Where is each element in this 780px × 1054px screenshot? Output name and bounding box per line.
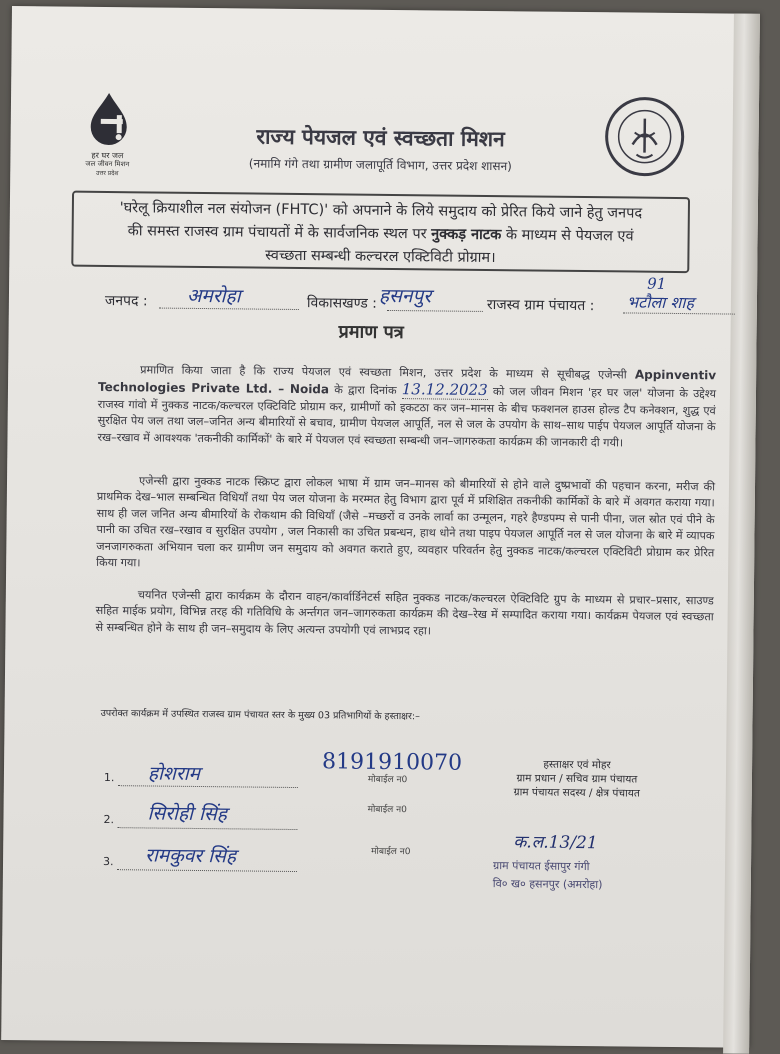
witness-mobile: 8191910070 <box>321 749 463 776</box>
vikaskhand-value: हसनपुर <box>378 284 432 308</box>
mobile-label: मोबाईल न0 <box>371 846 411 858</box>
paragraph-1 <box>97 361 716 452</box>
witness-dotted-line <box>117 827 297 830</box>
vikaskhand-label: विकासखण्ड : <box>306 295 378 312</box>
witness-number: 3. <box>102 855 114 869</box>
witness-name: रामकुवर सिंह <box>144 844 237 868</box>
p3-text: चयनित एजेन्सी द्वारा कार्यक्रम के दौरान वाहन/कार्वार्डिनेटर्स सहित नुक्कड नाटक/कल्चरल ऐक्टिविटि ग्रुप के माध्यम से प्रचार–प्रसार, साउण्ड सहित माईक प्रयोग, विभिन्न तरह की गतिविधि के अर्न्तगत जन–जागरुकता कार्यक्रम की देख–रेख में सम्पादित कराया गया। कार्यक्रम पेयजल एवं स्वच्छता से सम्बन्धित होने के साथ ही जन–समुदाय के लिए अत्यन्त उपयोगी एवं लाभप्रद रहा। <box>95 588 714 638</box>
topic-line-2b: के माध्यम से पेयजल एवं <box>501 227 634 245</box>
date-label: के द्वारा दिनांक <box>334 383 397 398</box>
p1-rest: को जल जीवन मिशन 'हर घर जल' योजना के उद्देश्य राजस्व गांवो में नुक्कड नाटक/कल्चरल एक्टिविटि प्रोग्राम कर, ग्रामीणों को इकटठा कर जन–मानस के बीच फक्शनल हाउस होल्ड टैप कनेक्शन, शुद्ध एवं सुरक्षित पेय जल तथा जल–जनित अन्य बीमारियों से बचाव, ग्रामीण पेयजल आपूर्ति, नल से जल के उपयोग के साथ–साथ पाईप पेयजल आपूर्ति योजना के रख–रखाव में आवश्यक 'तकनीकी कार्मिकों' के बारे में पेयजल एवं स्वच्छता सम्बन्धी जन–जागरुकता कार्यक्रम की जानकारी दी गयी। <box>97 385 717 450</box>
program-topic-box <box>71 191 690 273</box>
document-page <box>1 6 760 1048</box>
mobile-label: मोबाईल न0 <box>367 804 407 816</box>
program-date: 13.12.2023 <box>401 380 488 400</box>
topic-line-2a: की समस्त राजस्व ग्राम पंचायतों में के सार्वजनिक स्थल पर <box>127 223 432 243</box>
page-stack-edge <box>723 14 760 1054</box>
signature-heading: हस्ताक्षर एवं मोहर <box>543 758 611 772</box>
logo-line-2: जल जीवन मिशन <box>85 159 130 169</box>
witness-name: होशराम <box>147 762 201 786</box>
mobile-label: मोबाईल न0 <box>367 774 408 786</box>
panchayat-number: 91 <box>647 274 667 293</box>
witness-number: 1. <box>103 771 115 785</box>
witness-dotted-line <box>117 869 297 872</box>
witness-row-1 <box>103 749 484 793</box>
vikaskhand-dotted-line <box>387 310 483 312</box>
witness-row-3 <box>103 837 483 875</box>
signature-role-2: ग्राम पंचायत सदस्य / क्षेत्र पंचायत <box>513 786 640 800</box>
witness-row-2 <box>103 797 483 835</box>
topic-line-1: 'घरेलू क्रियाशील नल संयोजन (FHTC)' को अपनाने के लिये समुदाय को प्रेरित किये जाने हेतु जनपद <box>119 200 643 222</box>
mission-subtitle: (नमामि गंगे तथा ग्रामीण जलापूर्ति विभाग, उत्तर प्रदेश शासन) <box>248 156 512 174</box>
mission-title: राज्य पेयजल एवं स्वच्छता मिशन <box>256 123 505 152</box>
emblem-icon <box>602 94 687 179</box>
har-ghar-jal-logo <box>72 91 153 182</box>
paragraph-3 <box>95 587 713 643</box>
janpad-label: जनपद : <box>104 292 148 310</box>
stamp-line-1: ग्राम पंचायत ईसापुर गंगी <box>492 859 590 874</box>
logo-line-1: हर घर जल <box>91 150 124 161</box>
witness-dotted-line <box>118 785 298 788</box>
water-drop-icon <box>73 91 154 148</box>
janpad-value: अमरोहा <box>186 284 241 308</box>
panchayat-value: भटौला शाह <box>626 292 695 313</box>
panchayat-stamp <box>493 857 663 895</box>
paragraph-2 <box>96 473 715 578</box>
agency-name: Appinventiv Technologies Private Ltd. – Noida <box>97 367 717 397</box>
witness-intro: उपरोक्त कार्यक्रम में उपस्थित राजस्व ग्राम पंचायत स्तर के मुख्य 03 प्रतिभागियों के हस्ताक्षर:– <box>100 707 420 723</box>
signature-role-1: ग्राम प्रधान / सचिव ग्राम पंचायत <box>516 772 638 786</box>
witness-number: 2. <box>103 813 115 827</box>
witness-name: सिरोही सिंह <box>147 802 228 826</box>
up-government-emblem <box>602 94 687 179</box>
p1-start: प्रमाणित किया जाता है कि राज्य पेयजल एवं स्वच्छता मिशन, उत्तर प्रदेश के माध्यम से सूचीबद्ध एजेन्सी <box>140 363 627 382</box>
p2-text: एजेन्सी द्वारा नुक्कड नाटक स्क्रिप्ट द्वारा लोकल भाषा में ग्राम जन–मानस को बीमारियों से होने वाले दुष्प्रभावों की पहचान करना, मरीज की प्राथमिक देख–भाल सम्बन्धित विधियाँ तथा पेय जल योजना के मरम्मत हेतु विभाग द्वारा पूर्व में प्रशिक्षित तकनीकी कार्मिकों के बारे में अवगत कराया गया। साथ ही जल जनित अन्य बीमारियों के रोकथाम की विधियाँ (जैसे –मच्छरों व उनके लार्वा का उन्मूलन, गहरे हैण्डपम्प से पानी पीना, जल स्रोत एवं पीने के पानी का उचित रख–रखाव व सुरक्षित उपयोग , जल निकासी का उचित प्रबन्धन, हाथ धोने तथा पाइप पेयजल आपूर्ति नल से जल योजना के बारे में व्यापक जनजागरुकता अभियान चला कर ग्रामीण जन समुदाय को अवगत कराते हुए, व्यवहार परिवर्तन हेतु नुक्कड नाटक/कल्चरल एक्टिविटी प्रोग्राम कर प्रेरित किया गया। <box>96 474 716 570</box>
topic-line-2-bold: नुक्कड़ नाटक <box>431 226 502 244</box>
signature-block <box>482 757 672 801</box>
logo-line-3: उत्तर प्रदेश <box>95 169 119 178</box>
topic-line-3: स्वच्छता सम्बन्धी कल्चरल एक्टिविटी प्रोग्राम। <box>265 247 496 267</box>
certificate-title: प्रमाण पत्र <box>338 321 404 344</box>
stamp-line-2: वि० ख० हसनपुर (अमरोहा) <box>492 877 603 892</box>
panchayat-label: राजस्व ग्राम पंचायत : <box>486 296 595 315</box>
handwritten-signature: क.ल.13/21 <box>513 832 598 854</box>
